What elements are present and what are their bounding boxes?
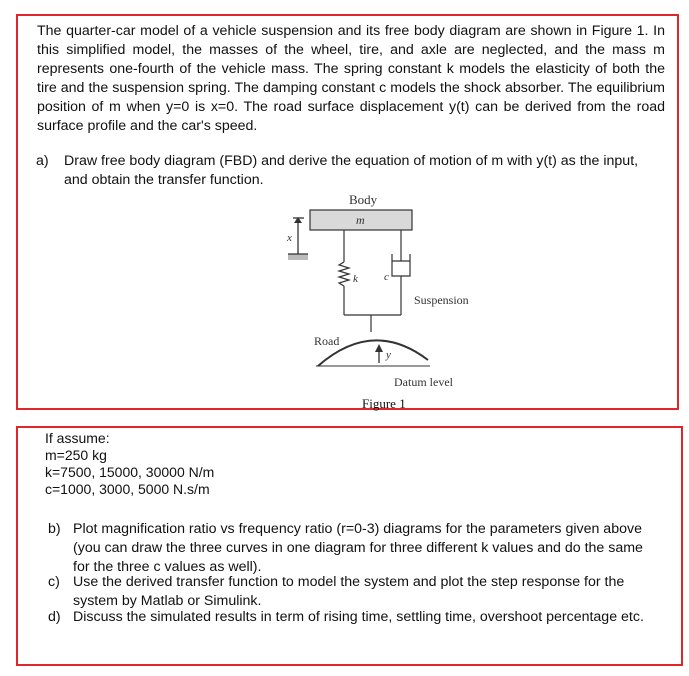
figure-y-label: y (386, 349, 391, 361)
assume-k-values: k=7500, 15000, 30000 N/m (45, 464, 215, 480)
part-c-label: c) (48, 574, 60, 590)
figure-mass-label: m (356, 213, 365, 227)
assumptions (45, 430, 214, 498)
part-a-text: Draw free body diagram (FBD) and derive the equation of motion of m with y(t) as the input, and obtain the transfer function. (64, 153, 639, 188)
assume-heading: If assume: (45, 430, 110, 446)
tasks-box (16, 426, 683, 666)
figure-k-label: k (353, 273, 358, 285)
figure-body-label: Body (349, 192, 378, 207)
problem-statement-box (16, 14, 679, 410)
part-b-label: b) (48, 521, 61, 537)
figure-datum-label: Datum level (394, 375, 453, 389)
assume-c-values: c=1000, 3000, 5000 N.s/m (45, 481, 210, 497)
figure-c-label: c (384, 271, 389, 283)
part-d-label: d) (48, 609, 61, 625)
figure-x-label: x (287, 232, 292, 244)
part-a-label: a) (36, 153, 49, 169)
part-b-text: Plot magnification ratio vs frequency ratio (r=0-3) diagrams for the parameters given above (you can draw the three curves in one diagram for three different k values and do the same for the three c values as well). (73, 521, 643, 575)
part-c-text: Use the derived transfer function to model the system and plot the step response for the system by Matlab or Simulink. (73, 574, 625, 609)
spring (339, 262, 349, 286)
quarter-car-figure (278, 190, 488, 411)
figure-road-label: Road (314, 334, 340, 348)
part-d-text: Discuss the simulated results in term of rising time, settling time, overshoot percentage etc. (73, 609, 644, 625)
problem-intro: The quarter-car model of a vehicle suspension and its free body diagram are shown in Figure 1. In this simplified model, the masses of the wheel, tire, and axle are neglected, and the mass m represents one-fourth of the vehicle mass. The spring constant k models the elasticity of both the tire and the suspension spring. The damping constant c models the shock absorber. The equilibrium position of m when y=0 is x=0. The road surface displacement y(t) can be derived from the road surface profile and the car's speed. (37, 23, 665, 134)
assume-mass: m=250 kg (45, 447, 107, 463)
figure-caption: Figure 1 (362, 396, 406, 411)
figure-suspension-label: Suspension (414, 293, 469, 307)
